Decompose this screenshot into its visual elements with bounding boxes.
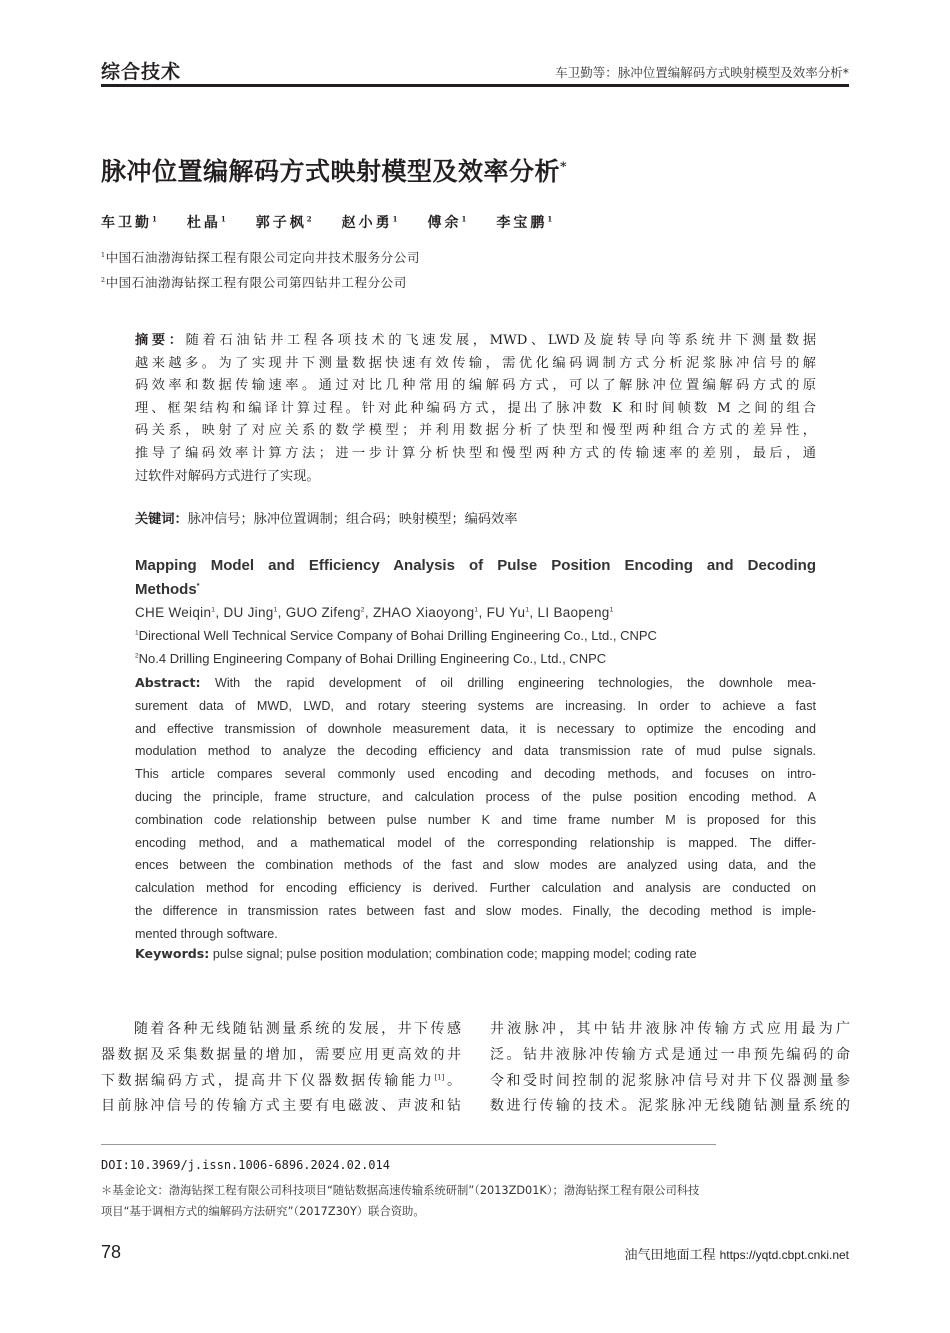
section-label: 综合技术 [101, 61, 182, 83]
author [187, 212, 226, 232]
english-author-name: DU Jing [223, 605, 274, 620]
keywords-en [135, 946, 697, 961]
body-line: 井液脉冲，其中钻井液脉冲传输方式应用最为广 [490, 1021, 850, 1037]
body-column-left [101, 1017, 461, 1120]
author [428, 212, 467, 232]
body-punct: 。 [444, 1072, 462, 1089]
body-line: 令和受时间控制的泥浆脉冲信号对井下仪器测量参 [490, 1072, 850, 1089]
keywords-cn-label: 关键词： [135, 512, 188, 527]
abstract-cn-line [135, 330, 816, 353]
keywords-cn-text: 脉冲信号；脉冲位置调制；组合码；映射模型；编码效率 [187, 512, 518, 527]
english-author-mark: 1 [525, 606, 530, 614]
abstract-cn [135, 330, 816, 488]
page-number: 78 [101, 1242, 122, 1262]
body-line: 泛。钻井液脉冲传输方式是通过一串预先编码的命 [490, 1046, 850, 1063]
body-line: 目前脉冲信号的传输方式主要有电磁波、声波和钻 [101, 1098, 461, 1115]
abstract-cn-text: 随着石油钻井工程各项技术的飞速发展，MWD、LWD及旋转导向等系统井下测量数据 [185, 333, 817, 348]
paper-title-text: 脉冲位置编解码方式映射模型及效率分析 [101, 157, 561, 186]
english-author-name: FU Yu [486, 605, 526, 620]
affiliation-text: 中国石油渤海钻探工程有限公司定向井技术服务分公司 [105, 250, 420, 265]
abstract-en-line: This article compares several commonly used encoding and decoding methods, and focuses on intro- [135, 767, 816, 782]
funding-note [101, 1180, 849, 1222]
abstract-en-line: mented through software. [135, 926, 278, 941]
body-line [101, 1069, 461, 1095]
english-author-name: ZHAO Xiaoyong [372, 605, 475, 620]
abstract-en-line: modulation method to analyze the decoding efficiency and data transmission rate of mud pulse signals. [135, 744, 816, 759]
author-name: 杜晶 [186, 215, 221, 231]
keywords-cn [135, 508, 517, 527]
header-rule [101, 84, 849, 87]
author-list [101, 212, 552, 232]
abstract-cn-line: 码效率和数据传输速率。通过对比几种常用的编解码方式，可以了解脉冲位置编解码方式的原 [135, 378, 816, 394]
author-affil-mark: 1 [220, 214, 226, 224]
affiliation-mark: 1 [101, 251, 106, 259]
abstract-cn-line: 码关系，映射了对应关系的数学模型；并利用数据分析了快型和慢型两种组合方式的差异性， [135, 423, 816, 439]
body-line: 数进行传输的技术。泥浆脉冲无线随钻测量系统的 [490, 1098, 850, 1115]
body-line: 随着各种无线随钻测量系统的发展，井下传感 [101, 1021, 461, 1037]
abstract-en-line: the difference in transmission rates between fast and slow modes. Finally, the decoding method is imple- [135, 903, 816, 918]
affiliation [101, 273, 407, 291]
english-affiliation [135, 628, 657, 643]
abstract-cn-line: 理、框架结构和编译计算过程。针对此种编码方式，提出了脉冲数 K 和时间帧数 M 之间的组合 [135, 400, 816, 416]
abstract-en-line: ences between the combination methods of the fast and slow modes are analyzed using data, and the [135, 858, 816, 873]
author [342, 212, 398, 232]
english-title-line: Methods [135, 581, 197, 598]
english-title-line: Mapping Model and Efficiency Analysis of Pulse Position Encoding and Decoding [135, 557, 816, 574]
english-author-mark: 2 [360, 606, 365, 614]
english-affiliation [135, 651, 606, 666]
author-name: 傅余 [427, 215, 462, 231]
doi: DOI:10.3969/j.issn.1006-6896.2024.02.014 [101, 1158, 390, 1172]
author-name: 李宝鹏 [496, 215, 548, 231]
author-affil-mark: 1 [461, 214, 467, 224]
abstract-en-line: surement data of MWD, LWD, and rotary steering systems are increasing. In order to achieve a fast [135, 698, 816, 713]
title-footnote-mark: * [560, 158, 568, 174]
english-affiliation-mark: 2 [135, 652, 139, 660]
english-author-mark: 1 [211, 606, 216, 614]
abstract-en [135, 672, 816, 946]
abstract-cn-line: 过软件对解码方式进行了实现。 [135, 468, 320, 484]
author-affil-mark: 1 [547, 214, 553, 224]
author-affil-mark: 1 [392, 214, 398, 224]
author [256, 212, 312, 232]
running-title: 车卫勤等：脉冲位置编解码方式映射模型及效率分析* [555, 65, 849, 80]
english-author-name: GUO Zifeng [285, 605, 361, 620]
abstract-en-text: With the rapid development of oil drilling engineering technologies, the downhole mea- [214, 676, 816, 690]
abstract-cn-line: 越来越多。为了实现井下测量数据快速有效传输，需优化编码调制方式分析泥浆脉冲信号的解 [135, 355, 816, 371]
funding-line: 项目“基于调相方式的编解码方法研究”（2017Z30Y）联合资助。 [101, 1205, 425, 1218]
abstract-cn-line: 推导了编码效率计算方法；进一步计算分析快型和慢型两种方式的传输速率的差别，最后，通 [135, 445, 816, 461]
english-affiliation-text: Directional Well Technical Service Company of Bohai Drilling Engineering Co., Ltd., CNPC [138, 628, 657, 643]
author-affil-mark: 1 [152, 214, 157, 224]
english-author-mark: 1 [609, 606, 614, 614]
body-text: 下数据编码方式，提高井下仪器数据传输能力 [101, 1072, 435, 1089]
abstract-en-line: and effective transmission of downhole measurement data, it is necessary to optimize the encoding and [135, 721, 816, 736]
author [496, 212, 552, 232]
abstract-en-line [135, 672, 816, 695]
journal-footer [624, 1244, 849, 1263]
english-title [135, 554, 816, 602]
abstract-en-line: encoding method, and a mathematical model of the corresponding relationship is mapped. The differ- [135, 835, 816, 850]
english-author-name: CHE Weiqin [135, 605, 212, 620]
abstract-en-line: combination code relationship between pulse number K and time frame number M is proposed for this [135, 812, 816, 827]
english-author-mark: 1 [474, 606, 479, 614]
affiliation-mark: 2 [101, 276, 106, 284]
funding-line: ＊基金论文：渤海钻探工程有限公司科技项目“随钻数据高速传输系统研制”（2013ZD01K）；渤海钻探工程有限公司科技 [101, 1184, 700, 1197]
abstract-en-line: calculation method for encoding efficiency is derived. Further calculation and analysis are conducted on [135, 881, 816, 896]
paper-title [101, 152, 567, 188]
affiliation [101, 248, 420, 266]
keywords-en-label: Keywords: [135, 946, 210, 961]
journal-url[interactable]: https://yqtd.cbpt.cnki.net [719, 1248, 849, 1262]
english-affiliation-text: No.4 Drilling Engineering Company of Bohai Drilling Engineering Co., Ltd., CNPC [138, 651, 607, 666]
body-line: 器数据及采集数据量的增加，需要应用更高效的井 [101, 1046, 461, 1063]
footnote-rule [101, 1144, 716, 1145]
body-column-right [490, 1017, 850, 1120]
abstract-en-line: ducing the principle, frame structure, and calculation process of the pulse position encoding method. A [135, 789, 816, 804]
citation-mark: [1] [434, 1072, 445, 1081]
journal-name: 油气田地面工程 [624, 1248, 716, 1263]
abstract-en-label: Abstract: [135, 675, 201, 690]
english-author-name: LI Baopeng [537, 605, 610, 620]
english-title-mark: * [196, 581, 200, 590]
affiliation-text: 中国石油渤海钻探工程有限公司第四钻井工程分公司 [105, 275, 407, 290]
english-author-list: CHE Weiqin$^1$, DU Jing$^1$, GUO Zifeng$^2$, ZHAO Xiaoyong$^1$, FU Yu$^1$, LI Baopeng$^1$ [135, 605, 614, 620]
author [101, 212, 157, 232]
author-name: 郭子枫 [255, 215, 307, 231]
author-affil-mark: 2 [306, 214, 312, 224]
english-author-mark: 1 [273, 606, 278, 614]
author-name: 赵小勇 [341, 215, 393, 231]
english-affiliation-mark: 1 [135, 629, 139, 637]
author-name: 车卫勤 [101, 215, 152, 231]
keywords-en-text: pulse signal; pulse position modulation; combination code; mapping model; coding rate [212, 947, 697, 961]
abstract-cn-label: 摘要： [135, 333, 186, 348]
